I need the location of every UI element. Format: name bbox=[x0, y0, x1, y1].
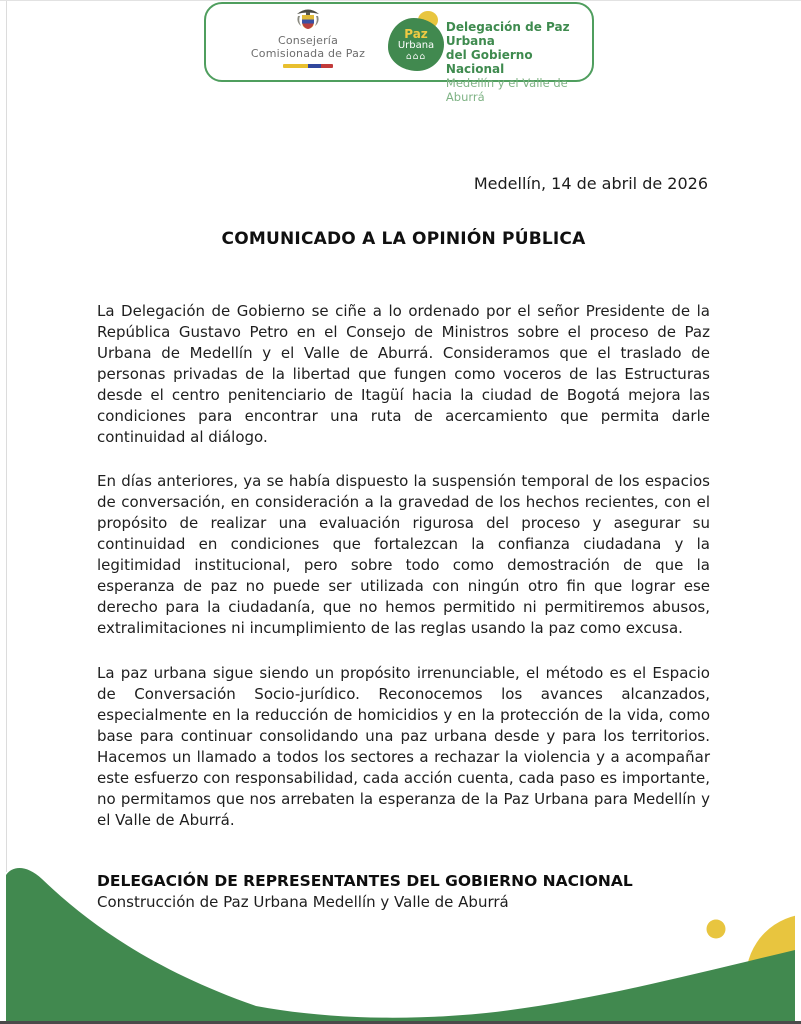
footer-wave-art bbox=[6, 861, 795, 1021]
green-blob-icon bbox=[388, 18, 444, 71]
signature-subtitle: Construcción de Paz Urbana Medellín y Valle de Aburrá bbox=[97, 893, 509, 911]
paz-urbana-logo-group bbox=[388, 11, 592, 104]
page-top-edge bbox=[0, 0, 801, 1]
signature-org-name: DELEGACIÓN DE REPRESENTANTES DEL GOBIERNO NACIONAL bbox=[97, 872, 633, 890]
consejeria-label-line2: Comisionada de Paz bbox=[250, 47, 366, 60]
paz-badge-word2: Urbana bbox=[397, 39, 435, 51]
green-wave-shape bbox=[6, 868, 795, 1021]
colombia-coat-of-arms-icon bbox=[295, 8, 321, 34]
colombia-flag-bar-icon bbox=[283, 64, 333, 68]
delegacion-line1: Delegación de Paz Urbana bbox=[445, 20, 570, 48]
paz-urbana-badge-icon bbox=[388, 11, 436, 73]
houses-icon: ⌂⌂⌂ bbox=[405, 51, 427, 62]
header-logo-box bbox=[204, 2, 594, 104]
sun-dot-icon bbox=[707, 920, 726, 939]
page-left-edge bbox=[6, 0, 7, 872]
paragraph-3: La paz urbana sigue siendo un propósito irrenunciable, el método es el Espacio de Conversación Socio-jurídico. Reconocemos los avances alcanzados, especialmente en la reducción de homicidios y en la protección de la vida, como base para continuar consolidando una paz urbana desde y para los territorios. Hacemos un llamado a todos los sectores a rechazar la violencia y a acompañar este esfuerzo con responsabilidad, cada acción cuenta, cada paso es importante, no permitamos que nos arrebaten la esperanza de la Paz Urbana para Medellín y el Valle de Aburrá. bbox=[97, 664, 710, 829]
paragraph-2: En días anteriores, ya se había dispuesto la suspensión temporal de los espacios de conversación, en consideración a la gravedad de los hechos recientes, con el propósito de realizar una evaluación rigurosa del proceso y asegurar su continuidad en condiciones que fortalezcan la confianza ciudadana y la legitimidad institucional, pero sobre todo como demostración de que la esperanza de paz no puede ser utilizada con ningún otro fin que lograr ese derecho para la ciudadanía, que no hemos permitido ni permitiremos abusos, extralimitaciones ni incumplimiento de las reglas usando la paz como excusa. bbox=[97, 472, 710, 637]
delegacion-line2: del Gobierno Nacional bbox=[445, 48, 533, 76]
document-title: COMUNICADO A LA OPINIÓN PÚBLICA bbox=[221, 229, 586, 249]
delegacion-wordmark bbox=[446, 11, 592, 104]
consejeria-label-line1: Consejería bbox=[277, 34, 339, 47]
paragraph-1: La Delegación de Gobierno se ciñe a lo ordenado por el señor Presidente de la República Gustavo Petro en el Consejo de Ministros sobre el proceso de Paz Urbana de Medellín y el Valle de Aburrá. Consideramos que el traslado de personas privadas de la libertad que fungen como voceros de las Estructuras desde el centro penitenciario de Itagüí hacia la ciudad de Bogotá mejora las condiciones para encontrar una ruta de acercamiento que permita darle continuidad al diálogo. bbox=[97, 302, 710, 446]
consejeria-logo bbox=[228, 8, 388, 68]
delegacion-line3: Medellín y el Valle de Aburrá bbox=[445, 76, 568, 104]
paz-badge-word1: Paz bbox=[404, 26, 428, 41]
date-line: Medellín, 14 de abril de 2026 bbox=[473, 174, 708, 193]
